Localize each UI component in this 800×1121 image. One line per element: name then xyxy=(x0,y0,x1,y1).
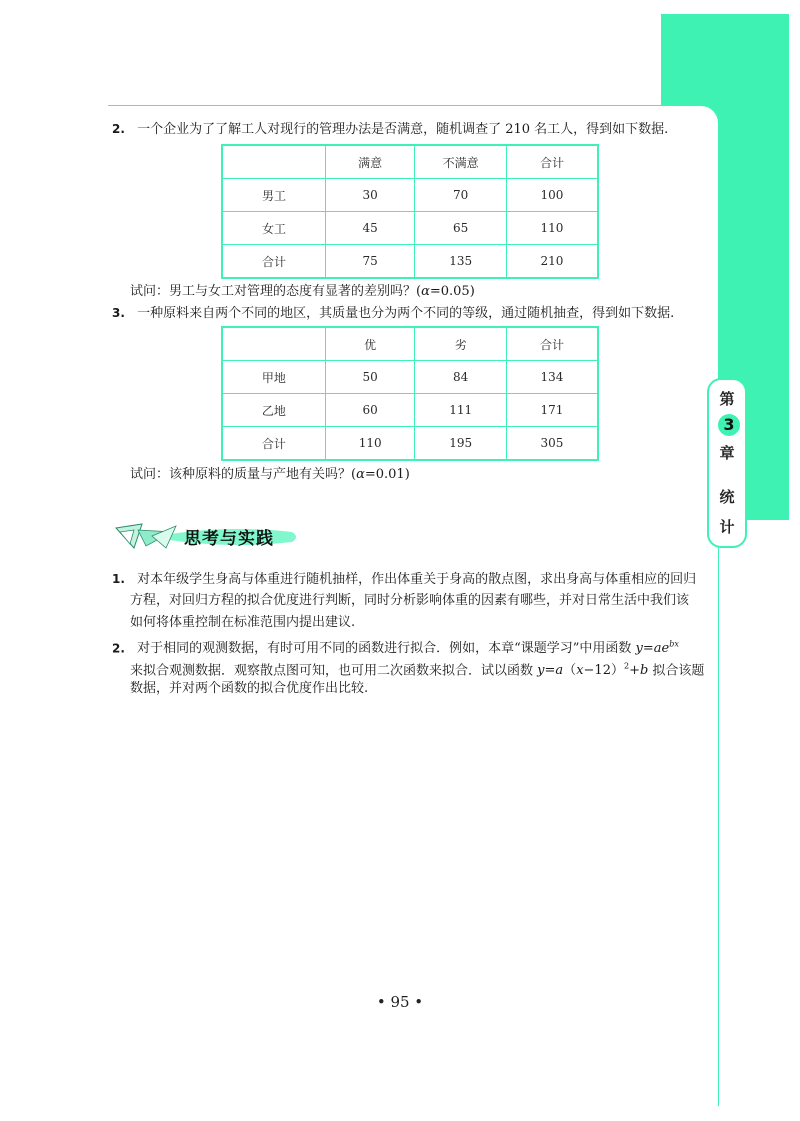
table-header-row xyxy=(222,327,598,361)
equals-sign: = xyxy=(544,663,556,679)
practice-2-number: 2. xyxy=(112,641,125,656)
table-row xyxy=(222,212,598,245)
table-header-cell: 优 xyxy=(325,327,415,361)
practice-1-text: 对本年级学生身高与体重进行随机抽样，作出体重关于身高的散点图，求出身高与体重相应的回归 xyxy=(137,572,697,587)
chapter-tab-title-2: 计 xyxy=(719,518,735,536)
var-e: e xyxy=(661,641,670,657)
table-cell: 100 xyxy=(506,179,598,212)
exponent-bx: bx xyxy=(669,640,679,649)
question-text: 试问：男工与女工对管理的态度有显著的差别吗？( xyxy=(130,284,422,299)
equals-sign: = xyxy=(642,641,654,657)
problem-3-text: 一种原料来自两个不同的地区，其质量也分为两个不同的等级，通过随机抽查，得到如下数据. xyxy=(137,306,675,321)
table-cell: 210 xyxy=(506,245,598,279)
table-cell: 45 xyxy=(325,212,415,245)
question-text: 试问：该种原料的质量与产地有关吗？( xyxy=(130,467,357,482)
practice-1-line-3: 如何将体重控制在标准范围内提出建议. xyxy=(130,615,356,630)
var-a: a xyxy=(555,663,564,679)
table-header-cell xyxy=(222,327,325,361)
table-header-cell: 不满意 xyxy=(415,145,507,179)
table-header-row xyxy=(222,145,598,179)
table-cell: 305 xyxy=(506,427,598,461)
practice-1-line-2: 方程，对回归方程的拟合优度进行判断，同时分析影响体重的因素有哪些，并对日常生活中我们该 xyxy=(130,593,690,608)
table-cell: 135 xyxy=(415,245,507,279)
table-cell: 171 xyxy=(506,394,598,427)
table-cell: 甲地 xyxy=(222,361,325,394)
chapter-tab-suffix: 章 xyxy=(719,444,735,462)
question-text-end: =0.05) xyxy=(429,284,475,299)
minus-12: −12） xyxy=(583,663,624,679)
table-cell: 134 xyxy=(506,361,598,394)
alpha-symbol: α xyxy=(356,467,365,482)
alpha-symbol: α xyxy=(421,284,430,299)
table-row xyxy=(222,179,598,212)
chapter-tab-title-1: 统 xyxy=(719,488,735,506)
formula-2 xyxy=(537,663,648,678)
problem-3-number: 3. xyxy=(112,306,125,320)
table-cell: 男工 xyxy=(222,179,325,212)
practice-2-text-2-end: 拟合该题 xyxy=(648,663,705,679)
table-header-cell: 劣 xyxy=(415,327,507,361)
table-header-cell xyxy=(222,145,325,179)
table-cell: 111 xyxy=(415,394,507,427)
problem-2-number: 2. xyxy=(112,122,125,136)
var-y: y xyxy=(635,641,643,657)
section-header xyxy=(112,522,302,552)
table-cell: 75 xyxy=(325,245,415,279)
table-cell: 70 xyxy=(415,179,507,212)
practice-2-text-2: 来拟合观测数据．观察散点图可知，也可用二次函数来拟合．试以函数 xyxy=(130,663,538,679)
table-cell: 110 xyxy=(325,427,415,461)
var-y: y xyxy=(537,663,545,679)
problem-3-statement xyxy=(112,302,674,325)
table-header-cell: 合计 xyxy=(506,327,598,361)
var-a: a xyxy=(653,641,662,657)
formula-1 xyxy=(636,641,679,656)
exponent-2: 2 xyxy=(623,662,630,671)
var-x: x xyxy=(576,663,584,679)
chapter-tab xyxy=(707,378,747,548)
plus-sign: + xyxy=(629,663,640,679)
page-number: • 95 • xyxy=(376,993,424,1011)
table-cell: 合计 xyxy=(222,245,325,279)
table-header-cell: 合计 xyxy=(506,145,598,179)
table-row xyxy=(222,361,598,394)
problem-2-statement xyxy=(112,118,668,141)
table-cell: 84 xyxy=(415,361,507,394)
table-cell: 50 xyxy=(325,361,415,394)
table-cell: 30 xyxy=(325,179,415,212)
section-title: 思考与实践 xyxy=(184,529,274,549)
table-cell: 110 xyxy=(506,212,598,245)
practice-1-line-1 xyxy=(112,568,696,591)
table-cell: 女工 xyxy=(222,212,325,245)
chapter-tab-number: 3 xyxy=(718,414,740,436)
table-row xyxy=(222,245,598,279)
table-cell: 65 xyxy=(415,212,507,245)
practice-2-text: 对于相同的观测数据，有时可用不同的函数进行拟合．例如，本章“课题学习”中用函数 xyxy=(137,641,636,657)
table-row xyxy=(222,427,598,461)
table-row xyxy=(222,394,598,427)
table-header-cell: 满意 xyxy=(325,145,415,179)
chapter-tab-prefix: 第 xyxy=(719,390,735,408)
problem-2-text: 一个企业为了了解工人对现行的管理办法是否满意，随机调查了 210 名工人，得到如下数据. xyxy=(137,122,669,137)
table-cell: 乙地 xyxy=(222,394,325,427)
problem-3-question xyxy=(130,464,410,486)
table-problem-2 xyxy=(221,144,599,279)
var-b: b xyxy=(639,663,649,679)
problem-2-question xyxy=(130,281,475,303)
question-text-end: =0.01) xyxy=(364,467,410,482)
table-cell: 合计 xyxy=(222,427,325,461)
table-problem-3 xyxy=(221,326,599,461)
table-cell: 60 xyxy=(325,394,415,427)
practice-2-line-3: 数据，并对两个函数的拟合优度作出比较. xyxy=(130,681,369,696)
open-paren: （ xyxy=(563,663,577,679)
table-cell: 195 xyxy=(415,427,507,461)
practice-1-number: 1. xyxy=(112,572,125,586)
